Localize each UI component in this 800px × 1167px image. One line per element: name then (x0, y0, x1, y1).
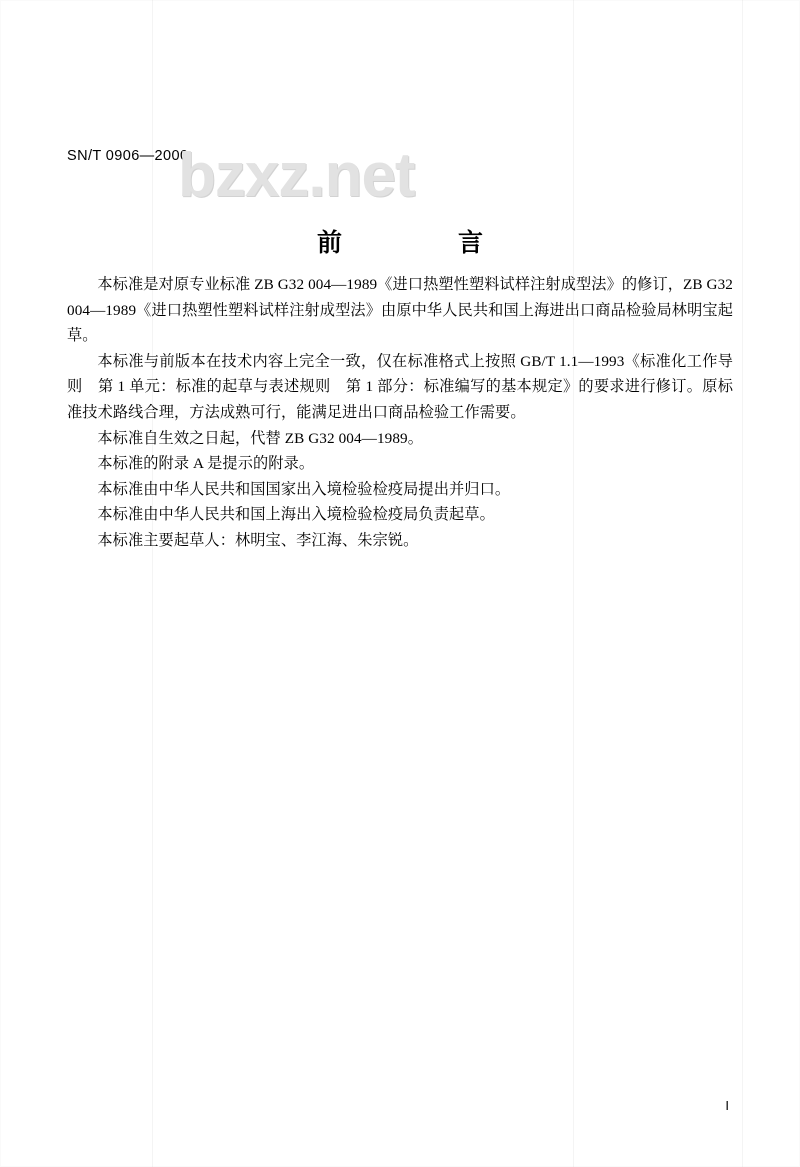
scan-fold-line (573, 0, 574, 1167)
paragraph: 本标准由中华人民共和国上海出入境检验检疫局负责起草。 (97, 506, 495, 524)
paragraph: 本标准是对原专业标准 ZB G32 004—1989《进口热塑性塑料试样注射成型法》的修订，ZB G32 004—1989《进口热塑性塑料试样注射成型法》由原中华人民共和国上海进出口商品检验局林明宝起草。 (67, 276, 733, 345)
watermark-text: bzxz.net (178, 141, 415, 210)
paragraph: 本标准与前版本在技术内容上完全一致，仅在标准格式上按照 GB/T 1.1—1993《标准化工作导则 第 1 单元：标准的起草与表述规则 第 1 部分：标准编写的基本规定》的要求进行修订。原标准技术路线合理，方法成熟可行，能满足进出口商品检验工作需要。 (67, 352, 733, 421)
paragraph: 本标准主要起草人：林明宝、李江海、朱宗锐。 (97, 531, 419, 549)
foreword-body (67, 272, 733, 554)
paragraph: 本标准自生效之日起，代替 ZB G32 004—1989。 (97, 429, 424, 447)
scan-fold-line (152, 0, 153, 1167)
paragraph: 本标准由中华人民共和国国家出入境检验检疫局提出并归口。 (97, 480, 511, 498)
scan-fold-line (742, 0, 743, 1167)
page-number: I (725, 1098, 729, 1113)
standard-number: SN/T 0906—2000 (67, 148, 189, 164)
page-title: 前 言 (316, 228, 505, 257)
paragraph: 本标准的附录 A 是提示的附录。 (97, 455, 315, 473)
